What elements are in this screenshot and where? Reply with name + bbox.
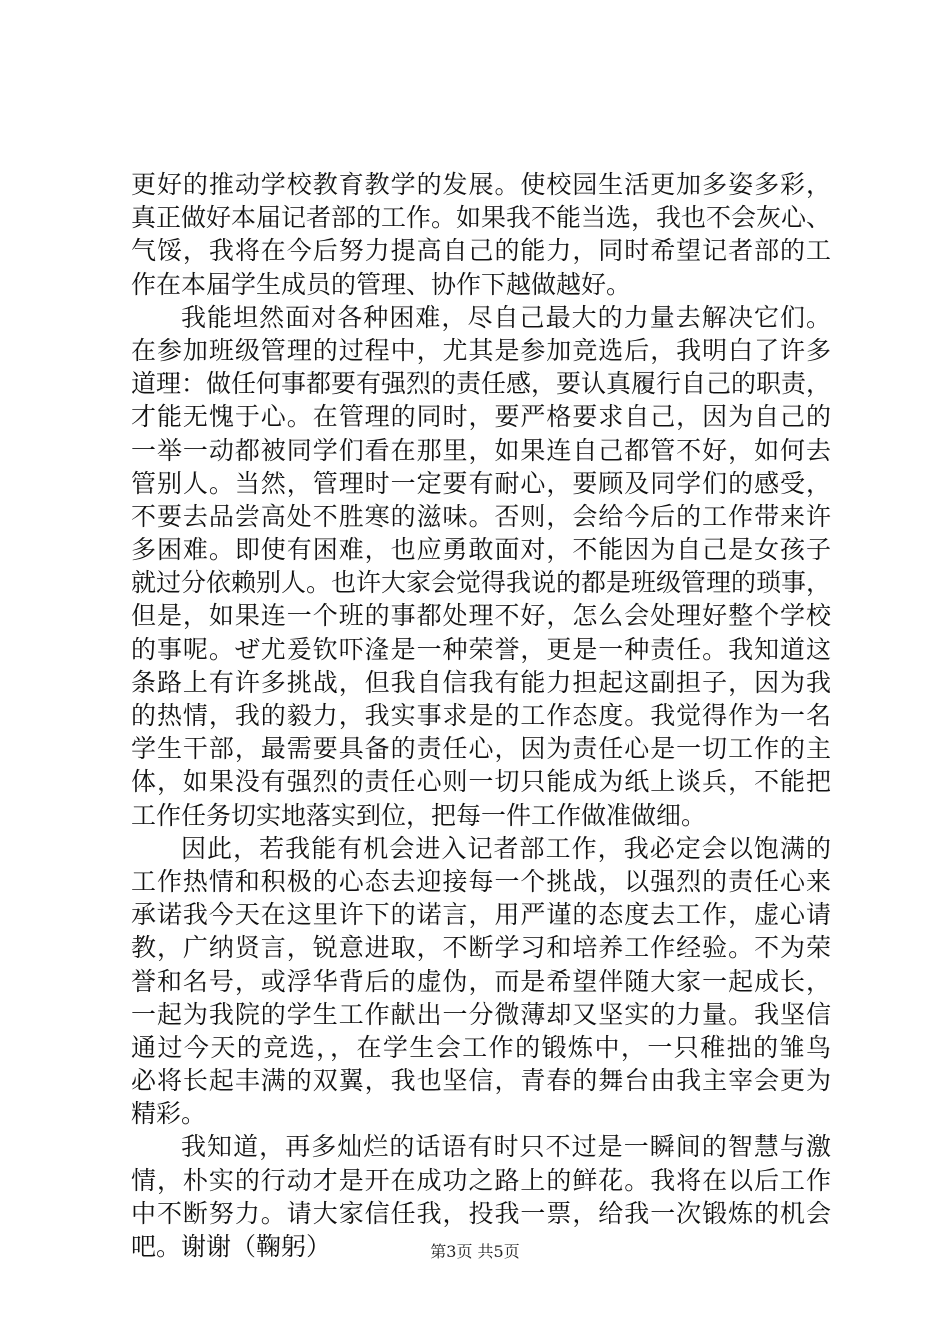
text-line: 工作热情和积极的心态去迎接每一个挑战，以强烈的责任心来: [131, 866, 831, 896]
text-line: 情，朴实的行动才是开在成功之路上的鲜花。我将在以后工作: [131, 1165, 831, 1195]
text-line: 但是，如果连一个班的事都处理不好，怎么会处理好整个学校: [131, 601, 831, 631]
text-line: 学生干部，最需要具备的责任心，因为责任心是一切工作的主: [131, 734, 831, 764]
text-line: 气馁，我将在今后努力提高自己的能力，同时希望记者部的工: [131, 236, 831, 266]
text-line: 誉和名号，或浮华背后的虚伪，而是希望伴随大家一起成长，: [131, 966, 831, 996]
text-line: 在参加班级管理的过程中，尤其是参加竞选后，我明白了许多: [131, 335, 831, 365]
text-line: 精彩。: [131, 1099, 207, 1129]
paragraph-first-line: 我知道，再多灿烂的话语有时只不过是一瞬间的智慧与激: [181, 1132, 831, 1162]
text-line: 管别人。当然，管理时一定要有耐心，要顾及同学们的感受，: [131, 468, 831, 498]
page-number-footer: 第3页 共5页: [430, 1242, 520, 1261]
text-line: 的热情，我的毅力，我实事求是的工作态度。我觉得作为一名: [131, 701, 831, 730]
text-line: 不要去品尝高处不胜寒的滋味。否则，会给今后的工作带来许: [131, 501, 831, 531]
text-line: 作在本届学生成员的管理、协作下越做越好。: [131, 269, 632, 299]
text-line: 通过今天的竞选，，在学生会工作的锻炼中，一只稚拙的雏鸟: [131, 1032, 831, 1062]
text-line: 才能无愧于心。在管理的同时，要严格要求自己，因为自己的: [131, 402, 831, 432]
text-line: 工作任务切实地落实到位，把每一件工作做准做细。: [131, 800, 707, 830]
text-line: 真正做好本届记者部的工作。如果我不能当选，我也不会灰心、: [131, 203, 831, 233]
text-line: 道理：做任何事都要有强烈的责任感，要认真履行自己的职责，: [131, 369, 831, 399]
text-line: 吧。谢谢（鞠躬）: [131, 1232, 332, 1261]
text-line: 中不断努力。请大家信任我，投我一票，给我一次锻炼的机会: [131, 1198, 831, 1228]
text-line: 一举一动都被同学们看在那里，如果连自己都管不好，如何去: [131, 435, 831, 465]
text-line: 教，广纳贤言，锐意进取，不断学习和培养工作经验。不为荣: [131, 933, 831, 963]
text-line: 必将长起丰满的双翼，我也坚信，青春的舞台由我主宰会更为: [131, 1066, 831, 1096]
paragraph-first-line: 我能坦然面对各种困难，尽自己最大的力量去解决它们。: [181, 302, 831, 332]
paragraph-first-line: 因此，若我能有机会进入记者部工作，我必定会以饱满的: [181, 833, 831, 863]
text-line: 体，如果没有强烈的责任心则一切只能成为纸上谈兵，不能把: [131, 767, 831, 797]
text-line: 一起为我院的学生工作献出一分微薄却又坚实的力量。我坚信: [131, 999, 831, 1029]
text-line: 多困难。即使有困难，也应勇敢面对，不能因为自己是女孩子: [131, 535, 831, 565]
text-line: 条路上有许多挑战，但我自信我有能力担起这副担子，因为我: [131, 667, 831, 697]
document-body: [131, 168, 831, 1263]
text-line: 更好的推动学校教育教学的发展。使校园生活更加多姿多彩，: [131, 170, 831, 199]
text-line: 的事呢。ぜ尤爰钦吓湰是一种荣誉，更是一种责任。我知道这: [131, 634, 831, 664]
text-line: 承诺我今天在这里许下的诺言，用严谨的态度去工作，虚心请: [131, 900, 831, 930]
text-line: 就过分依赖别人。也许大家会觉得我说的都是班级管理的琐事，: [131, 568, 831, 598]
